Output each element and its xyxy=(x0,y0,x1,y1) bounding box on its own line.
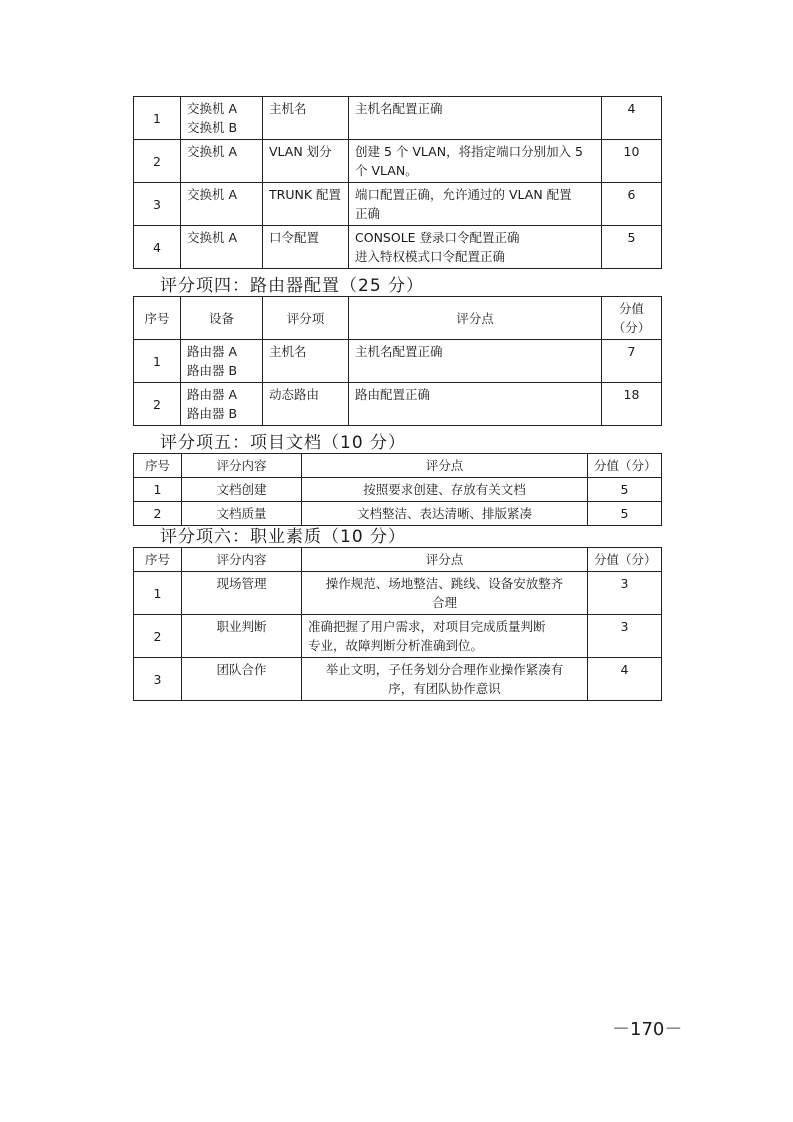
device-cell: 交换机 A xyxy=(181,226,263,269)
row-number: 1 xyxy=(134,97,181,140)
point-cell: 举止文明，子任务划分合理作业操作紧凑有 序，有团队协作意识 xyxy=(302,658,588,701)
point-cell: 按照要求创建、存放有关文档 xyxy=(302,478,588,502)
item-cell: 口令配置 xyxy=(263,226,349,269)
point-cell: 端口配置正确，允许通过的 VLAN 配置 正确 xyxy=(349,183,602,226)
row-number: 2 xyxy=(134,615,182,658)
header-no: 序号 xyxy=(134,297,181,340)
header-content: 评分内容 xyxy=(182,548,302,572)
item-cell: TRUNK 配置 xyxy=(263,183,349,226)
page-number: －170－ xyxy=(612,1019,683,1040)
section-title-professional: 评分项六：职业素质（10 分） xyxy=(160,527,407,547)
section-title-docs: 评分项五：项目文档（10 分） xyxy=(160,433,407,453)
item-cell: 动态路由 xyxy=(263,383,349,426)
item-cell: 主机名 xyxy=(263,340,349,383)
table-row xyxy=(134,340,662,383)
table-header-row xyxy=(134,454,662,478)
header-no: 序号 xyxy=(134,454,182,478)
score-cell: 18 xyxy=(602,383,662,426)
table-row xyxy=(134,226,662,269)
point-cell: 操作规范、场地整洁、跳线、设备安放整齐 合理 xyxy=(302,572,588,615)
score-cell: 5 xyxy=(588,478,662,502)
device-cell: 路由器 A 路由器 B xyxy=(181,340,263,383)
header-score: 分值 （分） xyxy=(602,297,662,340)
header-point: 评分点 xyxy=(349,297,602,340)
score-cell: 4 xyxy=(602,97,662,140)
row-number: 2 xyxy=(134,383,181,426)
point-cell: 创建 5 个 VLAN，将指定端口分别加入 5 个 VLAN。 xyxy=(349,140,602,183)
content-cell: 职业判断 xyxy=(182,615,302,658)
row-number: 2 xyxy=(134,140,181,183)
table-row xyxy=(134,572,662,615)
point-cell: 准确把握了用户需求，对项目完成质量判断 专业，故障判断分析准确到位。 xyxy=(302,615,588,658)
row-number: 4 xyxy=(134,226,181,269)
professional-quality-table xyxy=(133,547,662,701)
header-no: 序号 xyxy=(134,548,182,572)
point-cell: 路由配置正确 xyxy=(349,383,602,426)
row-number: 1 xyxy=(134,478,182,502)
device-cell: 交换机 A xyxy=(181,183,263,226)
row-number: 3 xyxy=(134,183,181,226)
score-cell: 5 xyxy=(588,502,662,526)
table-header-row xyxy=(134,548,662,572)
project-docs-table xyxy=(133,453,662,526)
content-cell: 文档创建 xyxy=(182,478,302,502)
device-cell: 路由器 A 路由器 B xyxy=(181,383,263,426)
table-row xyxy=(134,183,662,226)
table-row xyxy=(134,140,662,183)
table-row xyxy=(134,658,662,701)
score-cell: 10 xyxy=(602,140,662,183)
header-point: 评分点 xyxy=(302,548,588,572)
header-score: 分值（分） xyxy=(588,454,662,478)
score-cell: 3 xyxy=(588,615,662,658)
header-point: 评分点 xyxy=(302,454,588,478)
table-row xyxy=(134,97,662,140)
item-cell: 主机名 xyxy=(263,97,349,140)
score-cell: 5 xyxy=(602,226,662,269)
device-cell: 交换机 A xyxy=(181,140,263,183)
table-header-row xyxy=(134,297,662,340)
score-cell: 3 xyxy=(588,572,662,615)
table-row xyxy=(134,615,662,658)
point-cell: 主机名配置正确 xyxy=(349,340,602,383)
point-cell: 主机名配置正确 xyxy=(349,97,602,140)
table-row xyxy=(134,478,662,502)
item-cell: VLAN 划分 xyxy=(263,140,349,183)
row-number: 1 xyxy=(134,340,181,383)
device-cell: 交换机 A 交换机 B xyxy=(181,97,263,140)
row-number: 2 xyxy=(134,502,182,526)
content-cell: 团队合作 xyxy=(182,658,302,701)
switch-config-table xyxy=(133,96,662,269)
section-title-router: 评分项四：路由器配置（25 分） xyxy=(160,276,425,296)
table-row xyxy=(134,383,662,426)
point-cell: 文档整洁、表达清晰、排版紧凑 xyxy=(302,502,588,526)
row-number: 3 xyxy=(134,658,182,701)
content-cell: 现场管理 xyxy=(182,572,302,615)
point-cell: CONSOLE 登录口令配置正确 进入特权模式口令配置正确 xyxy=(349,226,602,269)
router-config-table xyxy=(133,296,662,426)
header-score: 分值（分） xyxy=(588,548,662,572)
score-cell: 7 xyxy=(602,340,662,383)
row-number: 1 xyxy=(134,572,182,615)
score-cell: 4 xyxy=(588,658,662,701)
header-device: 设备 xyxy=(181,297,263,340)
header-item: 评分项 xyxy=(263,297,349,340)
score-cell: 6 xyxy=(602,183,662,226)
content-cell: 文档质量 xyxy=(182,502,302,526)
header-content: 评分内容 xyxy=(182,454,302,478)
